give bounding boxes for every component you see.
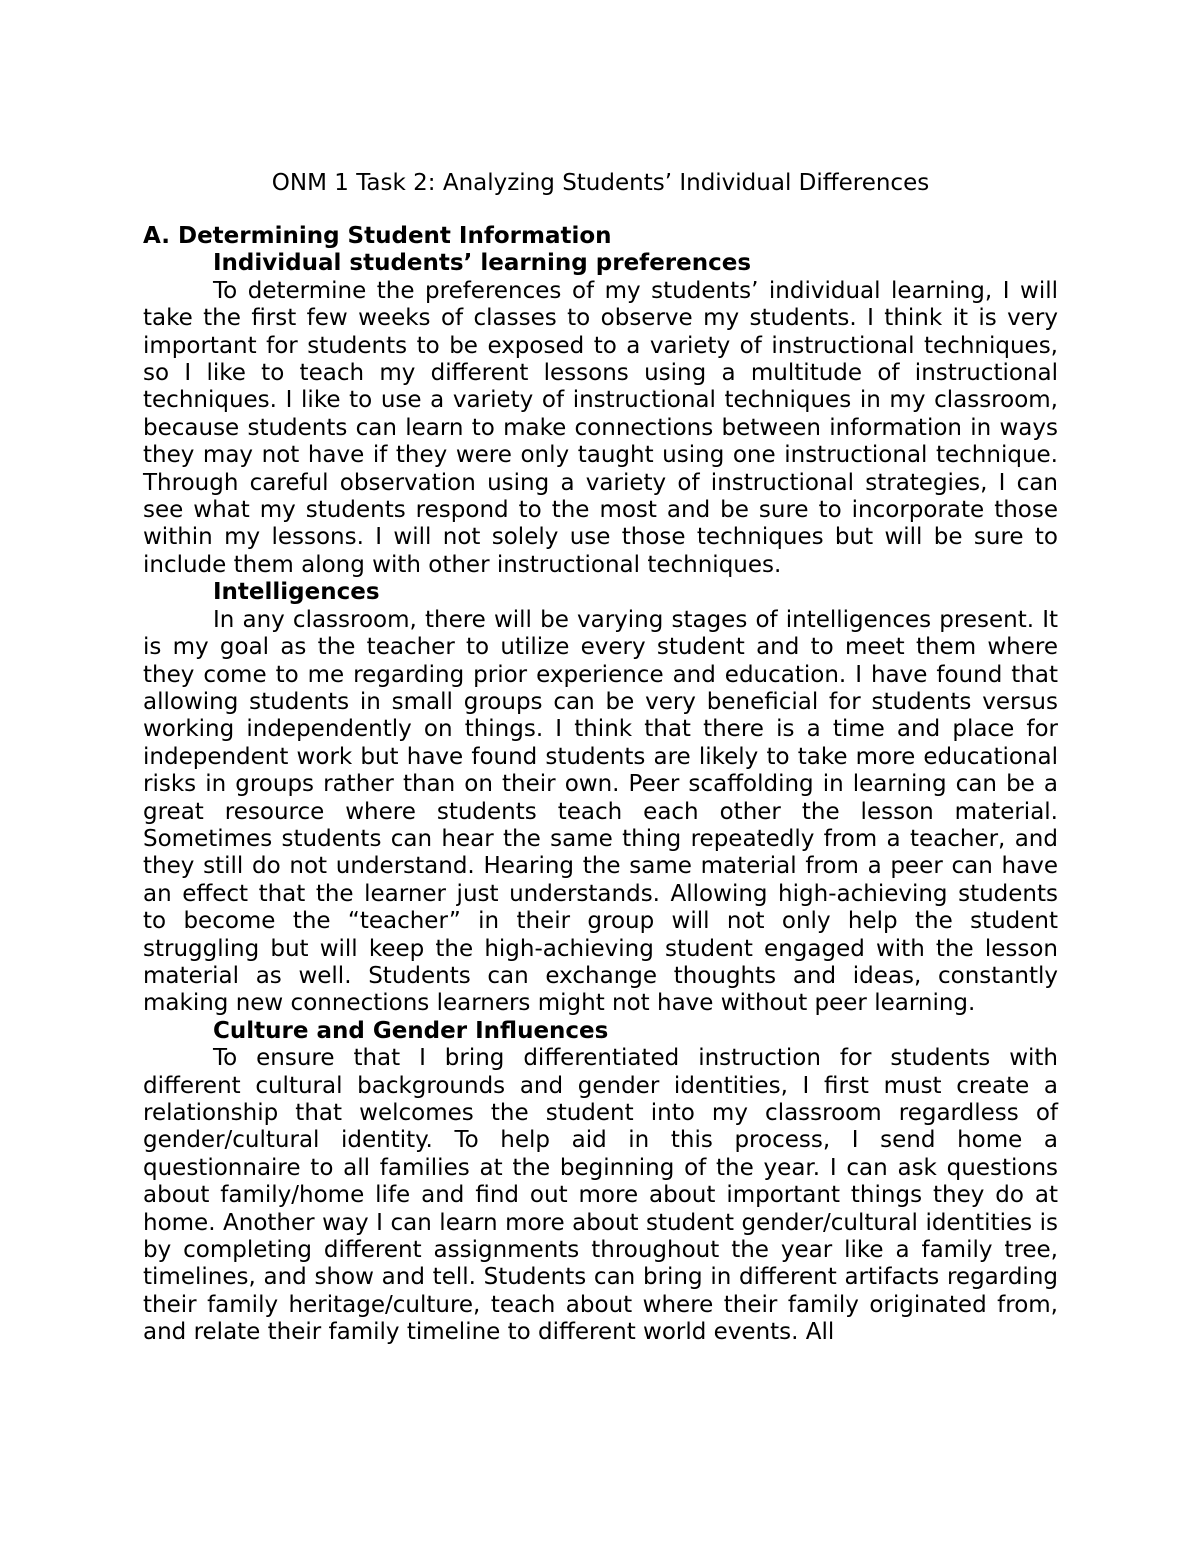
subsection-heading-intelligences: Intelligences [213,579,380,606]
subsection-heading-culture-gender: Culture and Gender Influences [213,1017,609,1044]
document-title: ONM 1 Task 2: Analyzing Students’ Individual Differences [271,170,930,196]
title-spacer [143,198,1058,223]
paragraph-intelligences: In any classroom, there will be varying stages of intelligences present. It is my goal as the teacher to utilize every student and to meet them where they come to me regarding prior experience and education. I have found that allowing students in small groups can be very beneficial for students versus working independently on things. I think that there is a time and place for independent work but have found students are likely to take more educational risks in groups rather than on their own. Peer scaffolding in learning can be a great resource where students teach each other the lesson material. Sometimes students can hear the same thing repeatedly from a teacher, and they still do not understand. Hearing the same material from a peer can have an effect that the learner just understands. Allowing high-achieving students to become the “teacher” in their group will not only help the student struggling but will keep the high-achieving student engaged with the lesson material as well. Students can exchange thoughts and ideas, constantly making new connections learners might not have without peer learning. [143,606,1058,1017]
subsection-heading-learning-preferences: Individual students’ learning preferences [213,250,752,277]
paragraph-learning-preferences: To determine the preferences of my students’ individual learning, I will take the first few weeks of classes to observe my students. I think it is very important for students to be exposed to a variety of instructional techniques, so I like to teach my different lessons using a multitude of instructional techniques. I like to use a variety of instructional techniques in my classroom, because students can learn to make connections between information in ways they may not have if they were only taught using one instructional technique. Through careful observation using a variety of instructional strategies, I can see what my students respond to the most and be sure to incorporate those within my lessons. I will not solely use those techniques but will be sure to include them along with other instructional techniques. [143,277,1058,578]
section-a-heading: A. Determining Student Information [143,223,612,249]
paragraph-culture-gender: To ensure that I bring differentiated instruction for students with different cultural backgrounds and gender identities, I first must create a relationship that welcomes the student into my classroom regardless of gender/cultural identity. To help aid in this process, I send home a questionnaire to all families at the beginning of the year. I can ask questions about family/home life and find out more about important things they do at home. Another way I can learn more about student gender/cultural identities is by completing different assignments throughout the year like a family tree, timelines, and show and tell. Students can bring in different artifacts regarding their family heritage/culture, teach about where their family originated from, and relate their family timeline to different world events. All [143,1045,1058,1346]
document-page [143,168,1058,1347]
